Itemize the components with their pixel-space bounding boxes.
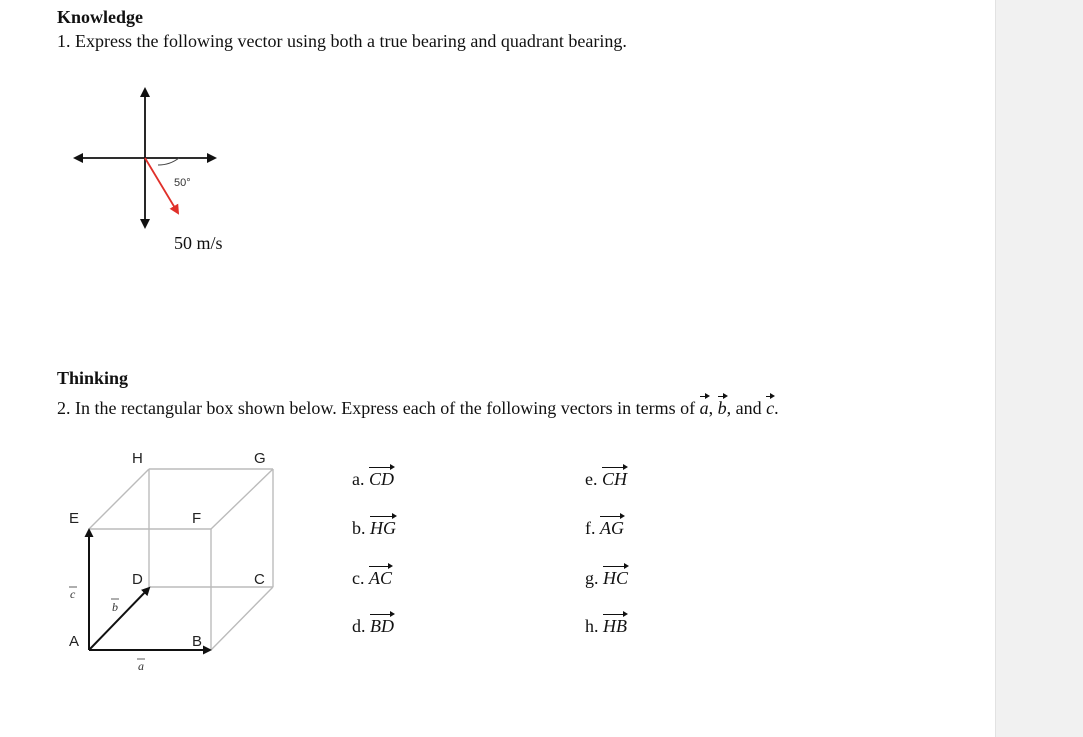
part-d [352, 614, 394, 637]
label-vector-a: a [138, 659, 144, 673]
part-f [585, 516, 624, 539]
part-vector: CD [369, 469, 395, 489]
part-prefix: g. [585, 568, 599, 588]
label-G: G [254, 450, 266, 467]
angle-arc [158, 158, 179, 165]
question-2-end: . [774, 398, 779, 418]
label-H: H [132, 450, 143, 467]
label-A: A [69, 633, 80, 650]
label-E: E [69, 510, 80, 527]
vector-a-symbol: a [699, 398, 709, 418]
question-2-prefix: 2. In the rectangular box shown below. Express each of the following vectors in terms of [57, 398, 696, 418]
part-prefix: d. [352, 616, 366, 636]
part-vector: CH [602, 469, 628, 489]
part-prefix: c. [352, 568, 365, 588]
vector-b-arrow [89, 588, 149, 650]
part-vector: HG [370, 518, 396, 538]
part-prefix: e. [585, 469, 598, 489]
label-C: C [254, 571, 265, 588]
label-D: D [132, 571, 143, 588]
part-prefix: h. [585, 616, 599, 636]
part-e [585, 467, 627, 490]
knowledge-heading: Knowledge [57, 7, 144, 27]
label-B: B [192, 633, 203, 650]
part-vector: BD [370, 616, 394, 636]
part-g [585, 566, 628, 589]
part-vector: HB [603, 616, 627, 636]
speed-label: 50 m/s [174, 233, 223, 253]
label-vector-b: b [112, 600, 118, 614]
question-2-text [57, 396, 779, 419]
thinking-heading: Thinking [57, 368, 129, 388]
part-c [352, 566, 392, 589]
part-prefix: a. [352, 469, 365, 489]
part-b [352, 516, 396, 539]
edge-FG [211, 469, 273, 529]
rectangular-box-diagram [60, 440, 300, 680]
label-F: F [192, 510, 202, 527]
page-margin-gutter [995, 0, 1083, 737]
part-vector: HC [603, 568, 629, 588]
part-prefix: f. [585, 518, 596, 538]
angle-label: 50° [174, 177, 191, 189]
part-a [352, 467, 394, 490]
question-2-sep2: , and [726, 398, 762, 418]
part-vector: AC [369, 568, 393, 588]
label-vector-c: c [70, 587, 76, 601]
question-2-sep1: , [708, 398, 714, 418]
vector-c-symbol: c [766, 398, 775, 418]
part-vector: AG [600, 518, 624, 538]
vector-b-symbol: b [717, 398, 727, 418]
edge-EH [89, 469, 149, 529]
edge-BC [211, 587, 273, 650]
question-1-text: 1. Express the following vector using both a true bearing and quadrant bearing. [57, 31, 627, 51]
bearing-diagram [70, 85, 230, 235]
part-prefix: b. [352, 518, 366, 538]
part-h [585, 614, 627, 637]
